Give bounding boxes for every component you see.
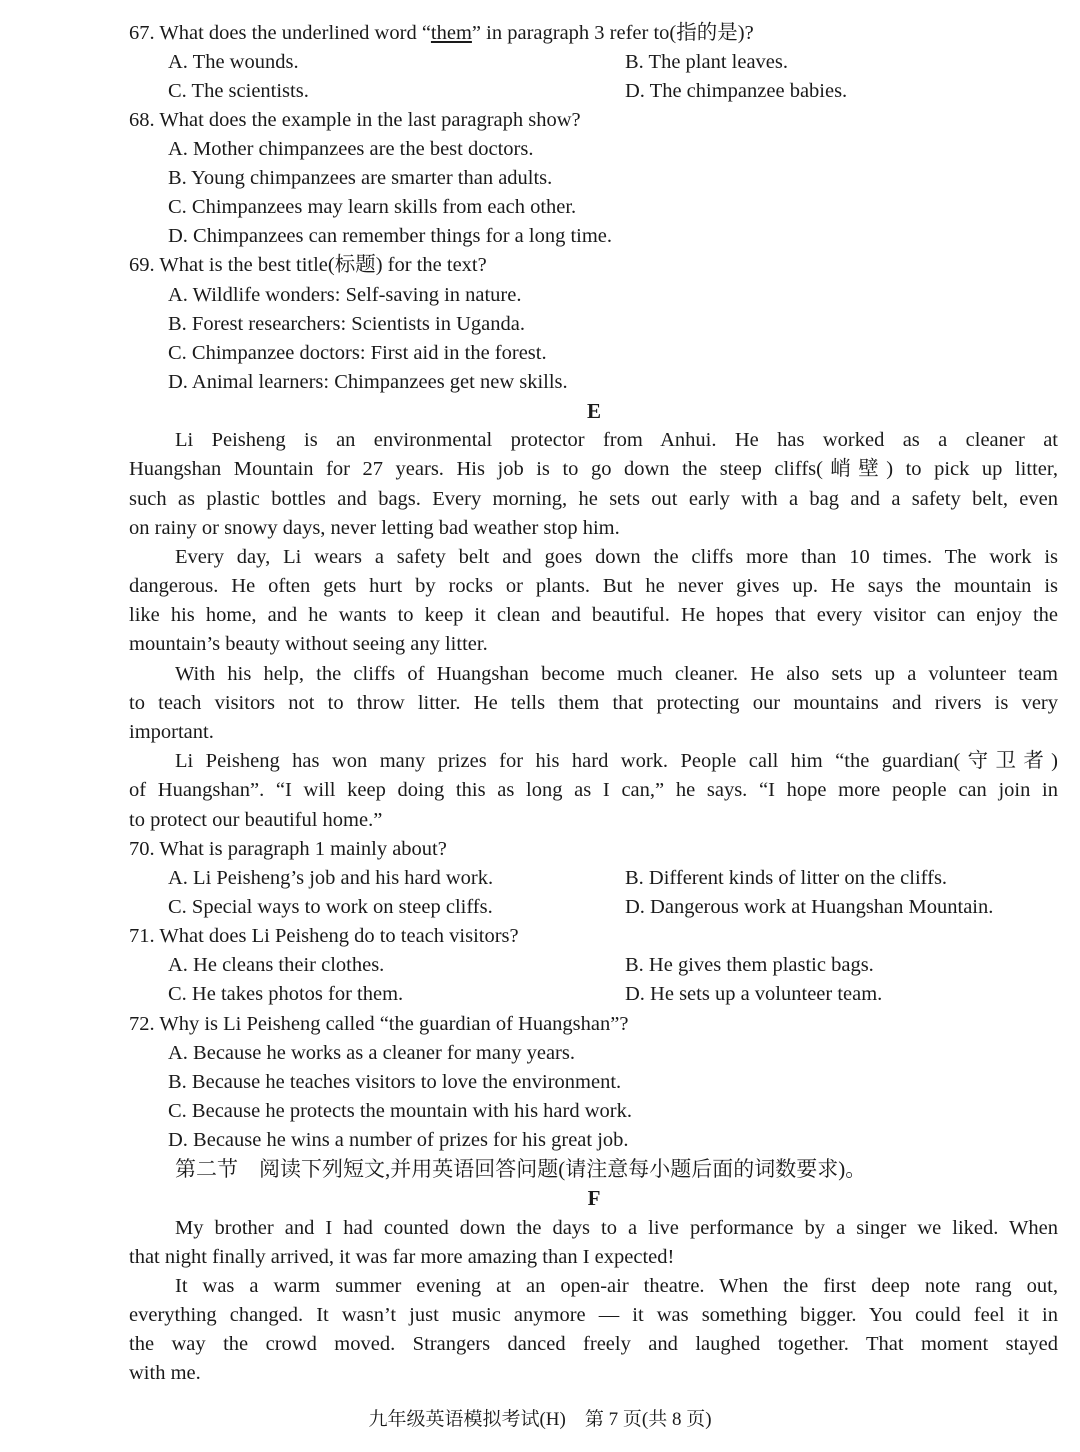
option-71-a: A. He cleans their clothes. xyxy=(168,954,385,976)
question-71-stem: 71. What does Li Peisheng do to teach visitors? xyxy=(129,925,519,947)
passage-f-line: It was a warm summer evening at an open-air theatre. When the first deep note rang out, xyxy=(175,1275,1058,1297)
question-67-prefix: 67. What does the underlined word “ xyxy=(129,22,431,44)
question-70-stem: 70. What is paragraph 1 mainly about? xyxy=(129,838,447,860)
question-67-suffix: ” in paragraph 3 refer to(指的是)? xyxy=(471,22,754,44)
page-footer: 九年级英语模拟考试(H) 第 7 页(共 8 页) xyxy=(368,1409,712,1430)
passage-e-line: With his help, the cliffs of Huangshan become much cleaner. He also sets up a volunteer team xyxy=(175,663,1058,685)
option-68-d: D. Chimpanzees can remember things for a long time. xyxy=(168,225,613,247)
passage-e-heading: E xyxy=(586,399,601,423)
option-69-c: C. Chimpanzee doctors: First aid in the forest. xyxy=(168,342,547,364)
passage-e-line: Li Peisheng is an environmental protector from Anhui. He has worked as a cleaner at xyxy=(175,429,1058,451)
question-72-stem: 72. Why is Li Peisheng called “the guardian of Huangshan”? xyxy=(129,1013,629,1035)
passage-f-line: My brother and I had counted down the days to a live performance by a singer we liked. When xyxy=(175,1217,1058,1239)
option-67-b: B. The plant leaves. xyxy=(625,51,789,73)
section-2-instruction: 第二节 阅读下列短文,并用英语回答问题(请注意每小题后面的词数要求)。 xyxy=(175,1157,867,1181)
option-71-d: D. He sets up a volunteer team. xyxy=(625,983,883,1005)
option-72-b: B. Because he teaches visitors to love the environment. xyxy=(168,1071,622,1093)
option-69-b: B. Forest researchers: Scientists in Uganda. xyxy=(168,313,525,335)
passage-e-line: like his home, and he wants to keep it clean and beautiful. He hopes that every visitor can enjoy the xyxy=(129,604,1058,626)
option-71-c: C. He takes photos for them. xyxy=(168,983,404,1005)
passage-f-line: with me. xyxy=(129,1362,201,1384)
passage-f-line: everything changed. It wasn’t just music anymore — it was something bigger. You could feel it in xyxy=(129,1304,1058,1326)
question-67-stem xyxy=(129,19,754,48)
option-69-d: D. Animal learners: Chimpanzees get new skills. xyxy=(168,371,568,393)
option-70-a: A. Li Peisheng’s job and his hard work. xyxy=(168,867,494,889)
passage-e-line: dangerous. He often gets hurt by rocks or plants. But he never gives up. He says the mountain is xyxy=(129,575,1058,597)
passage-e-line: to protect our beautiful home.” xyxy=(129,809,383,831)
option-70-b: B. Different kinds of litter on the cliffs. xyxy=(625,867,948,889)
question-68-stem: 68. What does the example in the last paragraph show? xyxy=(129,109,581,131)
passage-e-line: Huangshan Mountain for 27 years. His job is to go down the steep cliffs(峭壁) to pick up litter, xyxy=(129,458,1058,480)
option-68-a: A. Mother chimpanzees are the best doctors. xyxy=(168,138,534,160)
option-67-c: C. The scientists. xyxy=(168,80,309,102)
underlined-word: them xyxy=(430,22,472,44)
option-72-c: C. Because he protects the mountain with his hard work. xyxy=(168,1100,632,1122)
option-67-d: D. The chimpanzee babies. xyxy=(625,80,848,102)
question-69-stem: 69. What is the best title(标题) for the text? xyxy=(129,254,487,276)
option-72-d: D. Because he wins a number of prizes for his great job. xyxy=(168,1129,629,1151)
option-72-a: A. Because he works as a cleaner for many years. xyxy=(168,1042,575,1064)
option-70-d: D. Dangerous work at Huangshan Mountain. xyxy=(625,896,994,918)
option-68-b: B. Young chimpanzees are smarter than adults. xyxy=(168,167,553,189)
passage-e-line: Li Peisheng has won many prizes for his hard work. People call him “the guardian(守卫者) xyxy=(175,750,1058,772)
passage-e-line: of Huangshan”. “I will keep doing this as long as I can,” he says. “I hope more people can join in xyxy=(129,779,1058,801)
passage-e-line: on rainy or snowy days, never letting bad weather stop him. xyxy=(129,517,620,539)
passage-e-line: to teach visitors not to throw litter. He tells them that protecting our mountains and rivers is very xyxy=(129,692,1058,714)
option-69-a: A. Wildlife wonders: Self-saving in nature. xyxy=(168,284,522,306)
option-67-a: A. The wounds. xyxy=(168,51,299,73)
passage-e-line: such as plastic bottles and bags. Every morning, he sets out early with a bag and a safety belt, even xyxy=(129,488,1058,510)
passage-f-line: the way the crowd moved. Strangers danced freely and laughed together. That moment stayed xyxy=(129,1333,1058,1355)
passage-f-heading: F xyxy=(587,1186,601,1210)
option-71-b: B. He gives them plastic bags. xyxy=(625,954,874,976)
option-70-c: C. Special ways to work on steep cliffs. xyxy=(168,896,493,918)
passage-f-line: that night finally arrived, it was far more amazing than I expected! xyxy=(129,1246,675,1268)
option-68-c: C. Chimpanzees may learn skills from each other. xyxy=(168,196,577,218)
passage-e-line: important. xyxy=(129,721,214,743)
passage-e-line: Every day, Li wears a safety belt and goes down the cliffs more than 10 times. The work is xyxy=(175,546,1058,568)
passage-e-line: mountain’s beauty without seeing any litter. xyxy=(129,633,488,655)
